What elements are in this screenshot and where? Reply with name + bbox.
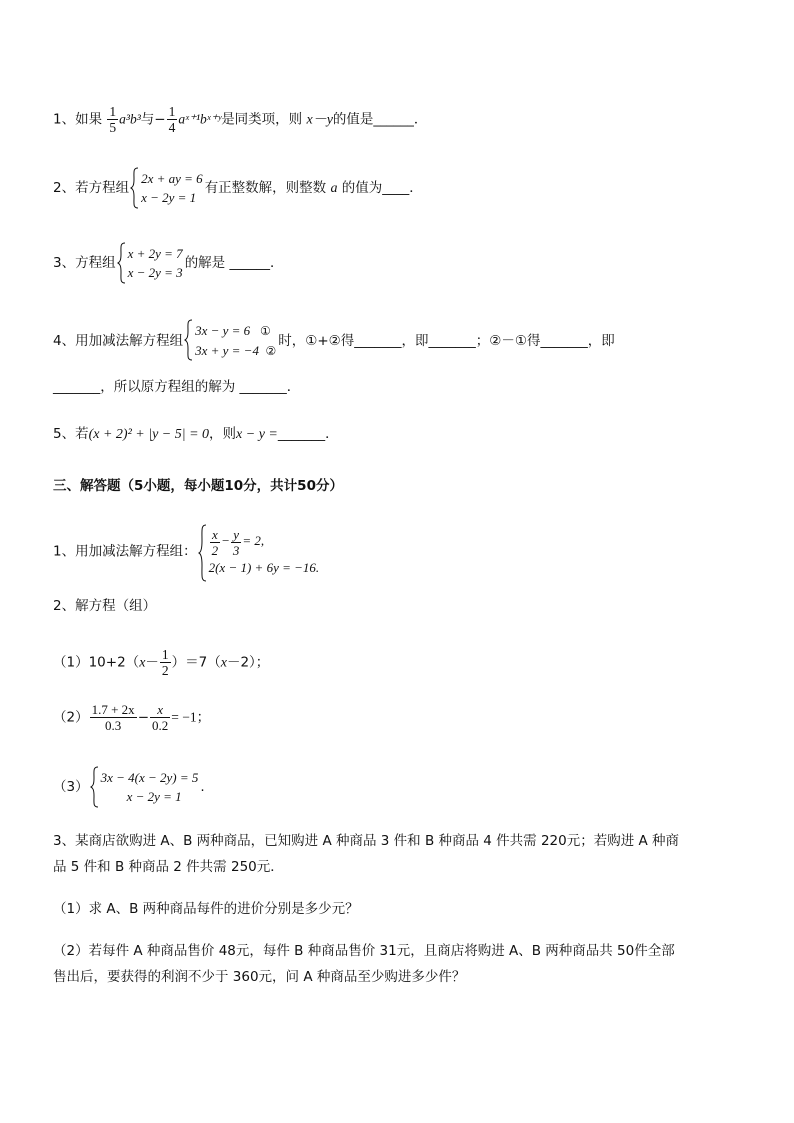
equation-system: 3x − y = 6 ① 3x + y = −4 ② <box>185 321 276 361</box>
problem-2-sub1: （1）10+2（x－ $\frac{1}{2}$ ）＝7（x－2）； <box>53 647 270 678</box>
fill-in-q4-line2: _______，所以原方程组的解为 _______． <box>53 379 301 395</box>
fraction-one-fourth: $\frac{1}{4}$ <box>168 104 176 135</box>
fill-in-q2: 2、若方程组 2x + ay = 6 x − 2y = 1 有正整数解，则整数 a 的值为____． <box>53 169 423 207</box>
equation-system: x + 2y = 7 x − 2y = 3 <box>118 244 183 282</box>
fill-in-q3: 3、方程组 x + 2y = 7 x − 2y = 3 的解是 ______． <box>53 244 283 282</box>
fill-in-q4: 4、用加减法解方程组 3x − y = 6 ① 3x + y = −4 ② 时，①+②得_______，即_______；②－①得_______，即 <box>53 321 615 361</box>
brace-icon <box>198 524 207 582</box>
equation-system: $\frac{x}{2}$ − $\frac{y}{3}$ = 2, 2(x − 1) + 6y = −16. <box>199 526 320 577</box>
problem-3-line2: 品 5 件和 B 种商品 2 件共需 250元． <box>53 859 284 875</box>
problem-2-sub3: （3） 3x − 4(x − 2y) = 5 x − 2y = 1 . <box>53 768 205 806</box>
brace-icon <box>117 242 126 284</box>
problem-3-line1: 3、某商店欲购进 A、B 两种商品，已知购进 A 种商品 3 件和 B 种商品 4 件共需 220元；若购进 A 种商 <box>53 833 680 849</box>
fill-in-q1: 1、如果 $\frac{1}{5}$ a³b³与− $\frac{1}{4}$ aˣ⁺¹bˣ⁺ʸ是同类项，则 x－y的值是______． <box>53 104 428 135</box>
fraction-one-fifth: $\frac{1}{5}$ <box>109 104 117 135</box>
problem-2-sub2: （2） $\frac{1.7 + 2x}{0.3}$ − $\frac{x}{0.2}$ = −1； <box>53 702 211 733</box>
equation-system: 3x − 4(x − 2y) = 5 x − 2y = 1 <box>91 768 199 806</box>
problem-3-sub1: （1）求 A、B 两种商品每件的进价分别是多少元？ <box>53 901 359 917</box>
brace-icon <box>90 766 99 808</box>
brace-icon <box>130 167 139 209</box>
equation-system: 2x + ay = 6 x − 2y = 1 <box>131 169 203 207</box>
brace-icon <box>184 319 193 361</box>
problem-3-sub2-line2: 售出后，要获得的利润不少于 360元，问 A 种商品至少购进多少件？ <box>53 969 466 985</box>
problem-2-title: 2、解方程（组） <box>53 598 157 614</box>
problem-3-sub2-line1: （2）若每件 A 种商品售价 48元，每件 B 种商品售价 31元，且商店将购进 A、B 两种商品共 50件全部 <box>53 943 675 959</box>
problem-1: 1、用加减法解方程组： $\frac{x}{2}$ − $\frac{y}{3}$ = 2, 2(x − 1) + 6y = −16. <box>53 526 321 577</box>
fill-in-q5: 5、若(x + 2)² + |y − 5| = 0，则x − y =_______． <box>53 426 339 442</box>
section-heading: 三、解答题（5小题，每小题10分，共计50分） <box>53 478 343 494</box>
